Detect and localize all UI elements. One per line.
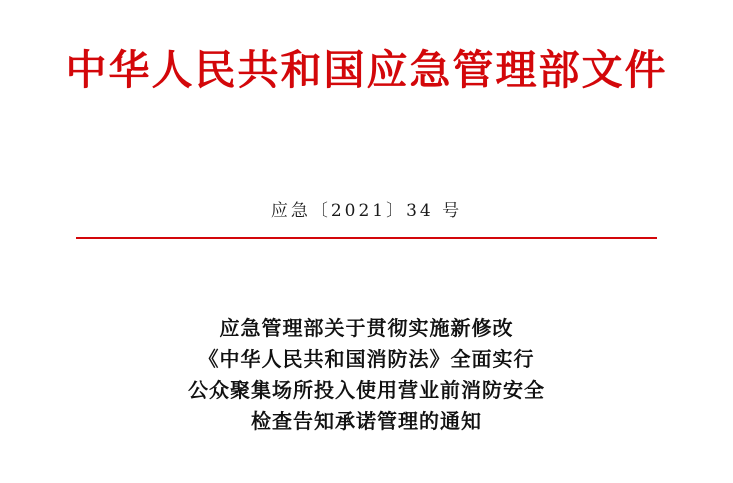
document-header-title: 中华人民共和国应急管理部文件 [65, 46, 668, 94]
subject-line-3: 公众聚集场所投入使用营业前消防安全 [188, 378, 545, 402]
document-number: 应急〔2021〕34 号 [270, 201, 463, 221]
subject-line-2: 《中华人民共和国消防法》全面实行 [198, 347, 535, 371]
red-divider-rule [76, 237, 657, 239]
subject-line-4: 检查告知承诺管理的通知 [251, 409, 482, 433]
subject-line-1: 应急管理部关于贯彻实施新修改 [219, 316, 514, 340]
document-subject [0, 313, 733, 437]
